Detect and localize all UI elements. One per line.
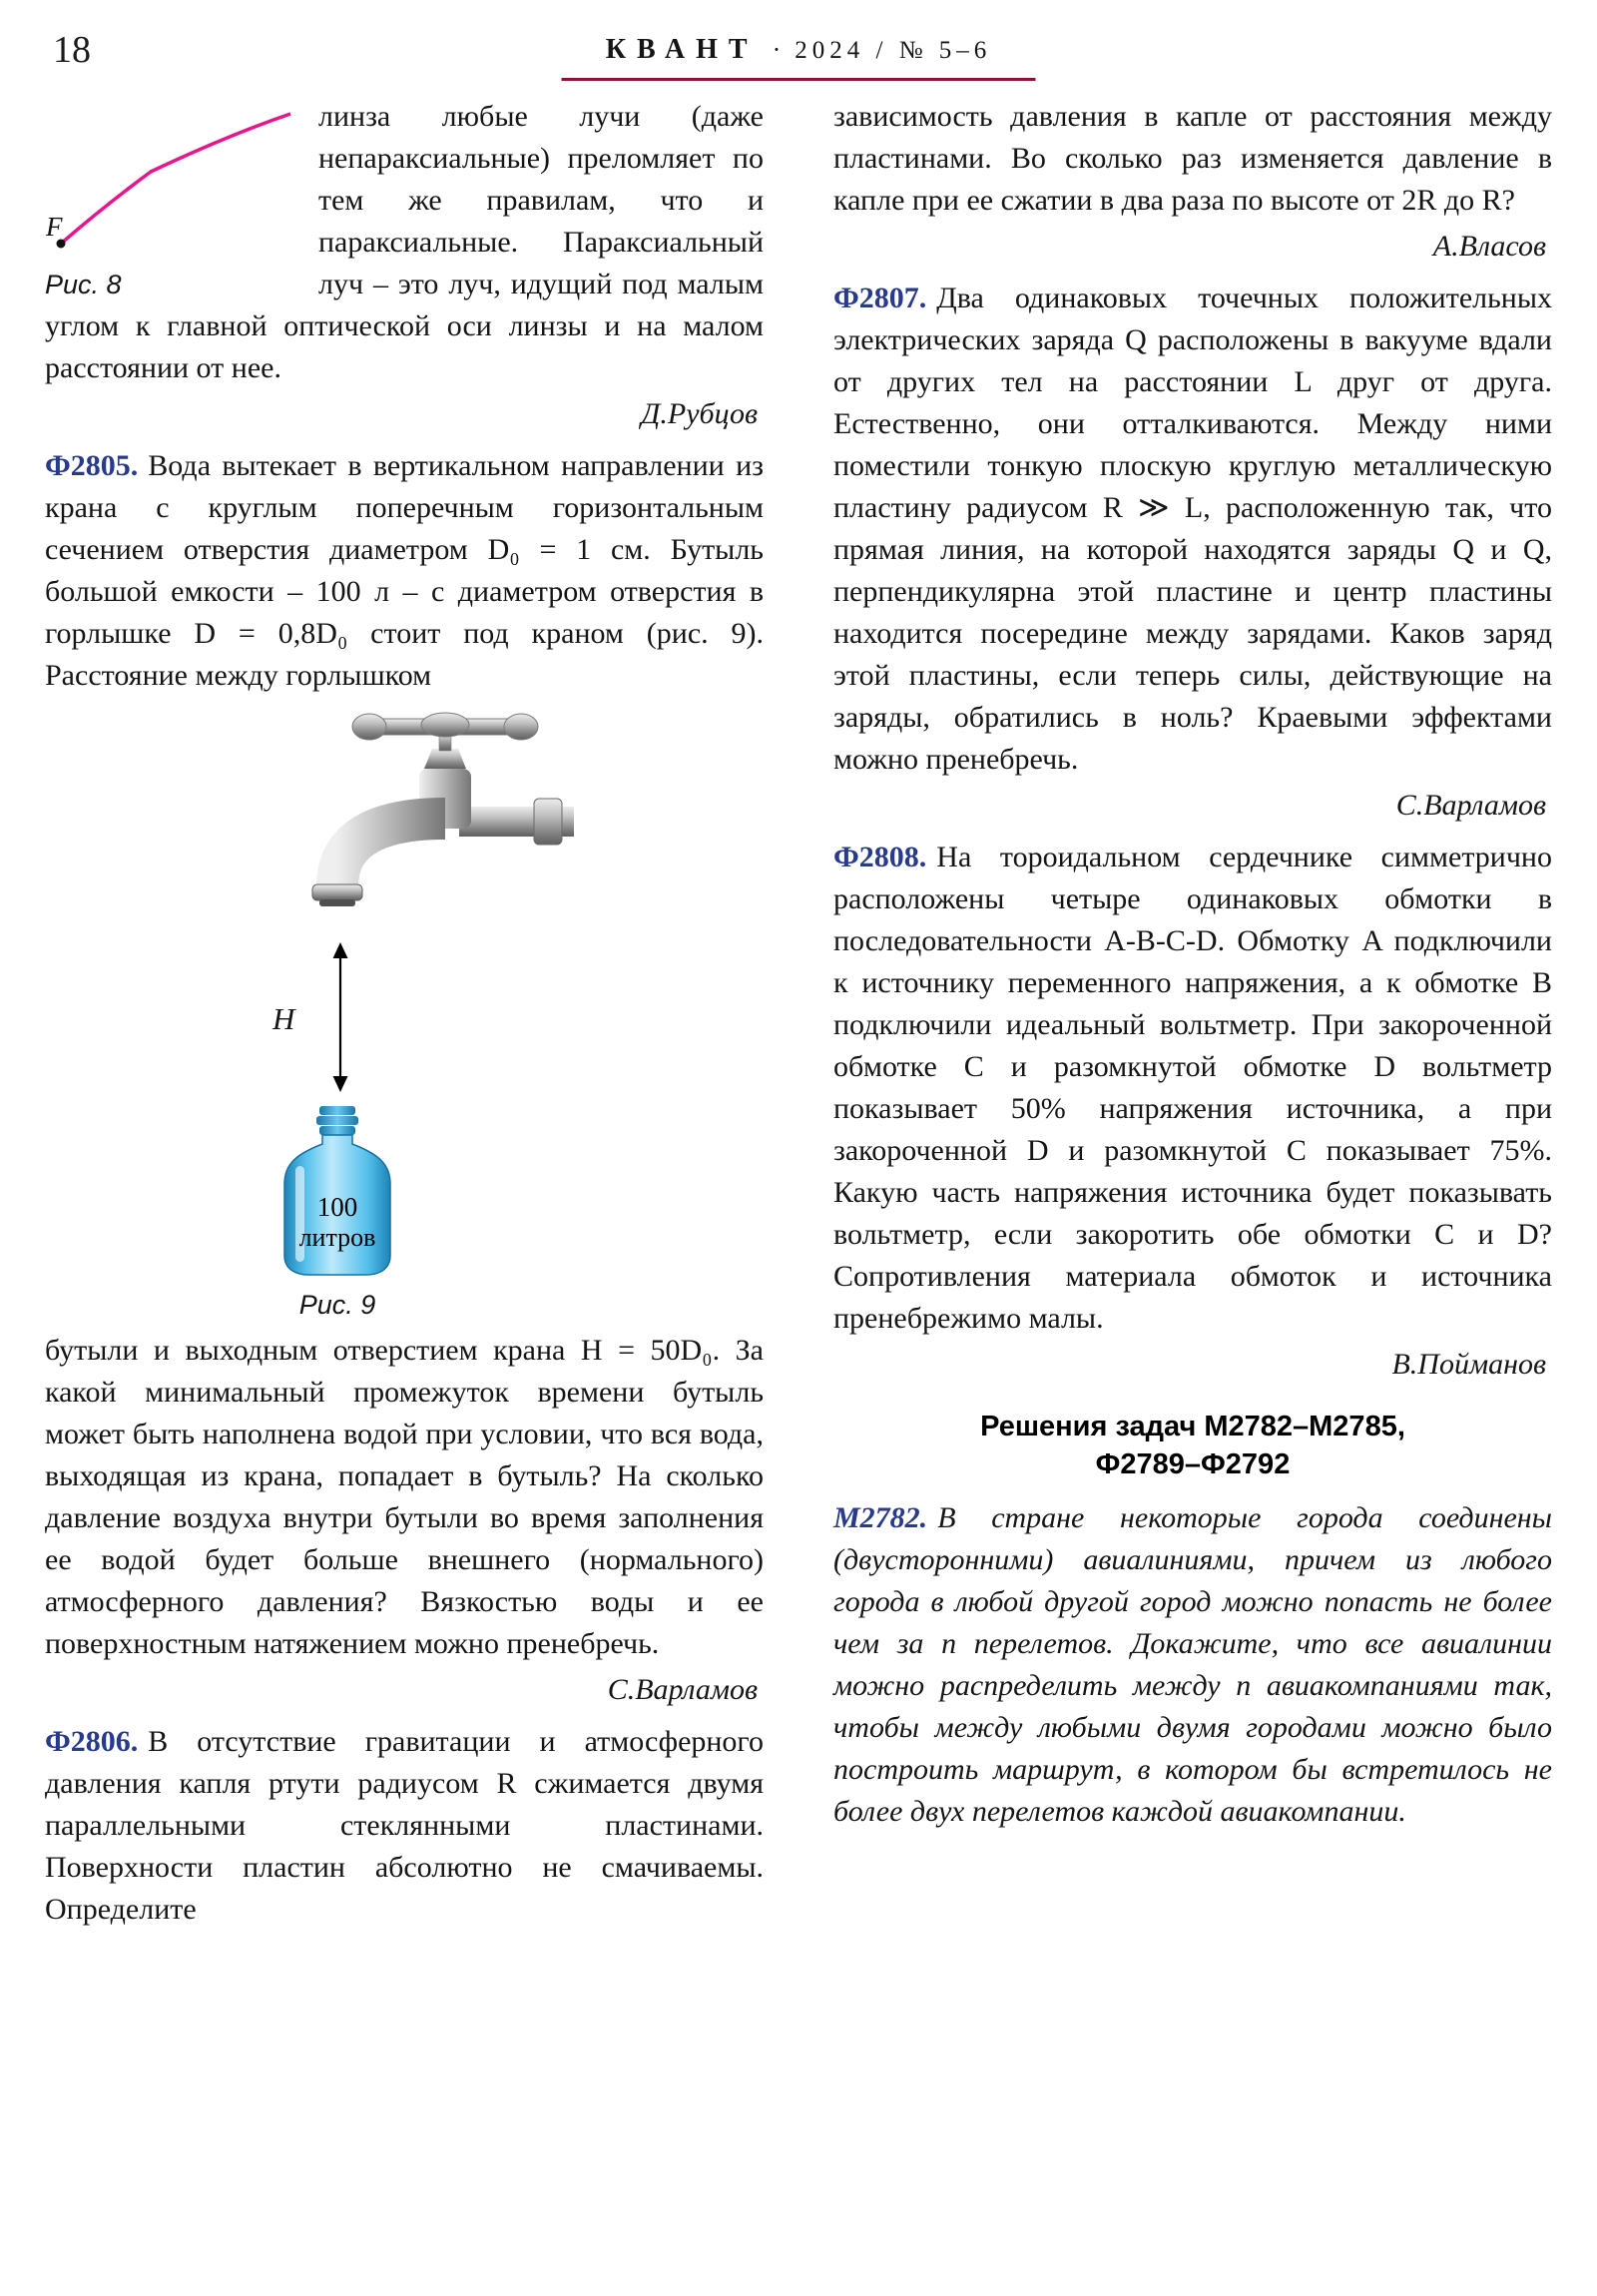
header-rule xyxy=(562,78,1036,81)
faucet-illustration xyxy=(235,707,574,936)
figure-9 xyxy=(235,707,574,1318)
problem-number-m2782: М2782. xyxy=(833,1501,928,1534)
problem-f2806-continuation xyxy=(833,96,1552,222)
handle-right-knob xyxy=(504,714,538,740)
left-column xyxy=(45,96,764,1931)
bottle-cap-ring xyxy=(319,1126,355,1135)
page-header xyxy=(45,26,1552,86)
spout-outlet xyxy=(312,884,362,900)
handle-hub xyxy=(421,713,469,737)
journal-title: КВАНТ xyxy=(605,34,759,65)
problem-f2805-part1 xyxy=(45,445,764,697)
author-rubtsov: Д.Рубцов xyxy=(641,397,758,430)
h-dimension-arrow xyxy=(318,942,362,1092)
h-distance-label: H xyxy=(272,1001,295,1036)
figure-8-caption: Рис. 8 xyxy=(45,270,122,299)
handle-left-knob xyxy=(352,714,386,740)
problem-m2782-text: В стране некоторые города соединены (двусторонними) авиалиниями, причем из любого города в любой другой город можно попасть не более чем за n перелетов. Докажите, что все авиалинии можно распределить между n авиакомпаниями так, чтобы между любыми двумя городами можно было построить маршрут, в котором бы встретилось не более двух перелетов каждой авиакомпании. xyxy=(833,1501,1552,1828)
issue-label: 2024 / № 5–6 xyxy=(795,37,992,64)
problem-f2808 xyxy=(833,837,1552,1340)
faucet-bonnet xyxy=(424,749,466,769)
problem-number-f2808: Ф2808. xyxy=(833,841,927,873)
solutions-heading-line1: Решения задач М2782–М2785, xyxy=(980,1411,1405,1442)
problem-f2806 xyxy=(45,1721,764,1931)
bottle-cap-ring xyxy=(316,1116,358,1125)
problem-f2807 xyxy=(833,278,1552,781)
bottle-capacity-unit: литров xyxy=(298,1223,376,1252)
bottle-capacity-number: 100 xyxy=(316,1192,358,1222)
author-poymanov: В.Пойманов xyxy=(1391,1348,1546,1381)
bottle-illustration xyxy=(263,1104,412,1280)
problem-f2805-text-before: Вода вытекает в вертикальном направлении из крана с круглым поперечным горизонтальным сечением отверстия диаметром D₀ = 1 см. Бутыль большой емкости – 100 л – с диаметром отверстия в горлышке D = 0,8D₀ стоит под краном (рис. 9). Расстояние между горлышком xyxy=(45,449,764,692)
focal-point-label: F xyxy=(46,212,63,242)
journal-masthead xyxy=(45,34,1552,66)
problem-f2808-text: На тороидальном сердечнике симметрично расположены четыре одинаковых обмотки в последовательности A-B-C-D. Обмотку A подключили к источнику переменного напряжения, а к обмотке B подключили идеальный вольтметр. При закороченной обмотке C и разомкнутой обмотке D вольтметр показывает 50% напряжения источника, а при закороченной D и разомкнутой C показывает 75%. Какую часть напряжения источника будет показывать вольтметр, если закоротить обе обмотки C и D? Сопротивления материала обмоток и источника пренебрежимо малы. xyxy=(833,841,1552,1335)
faucet-spout xyxy=(337,819,445,886)
problem-f2805-part2 xyxy=(45,1330,764,1665)
author-vlasov: А.Власов xyxy=(1432,230,1546,263)
problem-f2805-text-after: бутыли и выходным отверстием крана H = 50D₀. За какой минимальный промежуток времени бутыль может быть наполнена водой при условии, что вся вода, выходящая из крана, попадает в бутыль? На сколько давление воздуха внутри бутыли во время заполнения ее водой будет больше внешнего (нормального) атмосферного давления? Вязкостью воды и ее поверхностным натяжением можно пренебречь. xyxy=(45,1334,764,1660)
header-separator: · xyxy=(772,35,782,64)
bottle-cap-ring xyxy=(319,1106,355,1115)
problem-f2807-text: Два одинаковых точечных положительных электрических заряда Q расположены в вакууме вдали от других тел на расстоянии L друг от друга. Естественно, они отталкиваются. Между ними поместили тонкую плоскую круглую металлическую пластину радиусом R ≫ L, расположенную так, что прямая линия, на которой находятся заряды Q и Q, перпендикулярна этой пластине и центр пластины находится посередине между зарядами. Каков заряд этой пластины, если теперь силы, действующие на заряды, обратились в ноль? Краевыми эффектами можно пренебречь. xyxy=(833,282,1552,776)
author-varlamov-2: С.Варламов xyxy=(1395,789,1546,822)
page-number: 18 xyxy=(53,29,91,71)
figure-8-curve xyxy=(45,102,296,254)
author-varlamov-1: С.Варламов xyxy=(607,1673,758,1706)
solutions-section-heading xyxy=(833,1408,1552,1483)
problem-f2806-cont-text: зависимость давления в капле от расстояния между пластинами. Во сколько раз изменяется давление в капле при ее сжатии в два раза по высоте от 2R до R? xyxy=(833,100,1552,217)
pipe-collar xyxy=(534,799,562,845)
problem-number-f2805: Ф2805. xyxy=(45,449,139,482)
lead-text: линза любые лучи (даже непараксиальные) преломляет по тем же правилам, что и параксиальные. Параксиальный луч – это луч, идущий под малым углом к главной оптической оси линзы и на малом расстоянии от нее. xyxy=(45,100,764,384)
solutions-heading-line2: Ф2789–Ф2792 xyxy=(1095,1448,1291,1480)
two-column-layout xyxy=(45,96,1552,1931)
figure-9-caption: Рис. 9 xyxy=(298,1290,376,1320)
problem-number-f2806: Ф2806. xyxy=(45,1725,139,1758)
spout-opening xyxy=(319,899,355,906)
problem-m2782 xyxy=(833,1497,1552,1833)
right-column xyxy=(833,96,1552,1931)
problem-number-f2807: Ф2807. xyxy=(833,282,927,314)
figure-8 xyxy=(45,102,296,299)
lead-block xyxy=(45,96,764,435)
problem-f2806-text: В отсутствие гравитации и атмосферного давления капля ртути радиусом R сжимается двумя параллельными стеклянными пластинами. Поверхности пластин абсолютно не смачиваемы. Определите xyxy=(45,1725,764,1926)
